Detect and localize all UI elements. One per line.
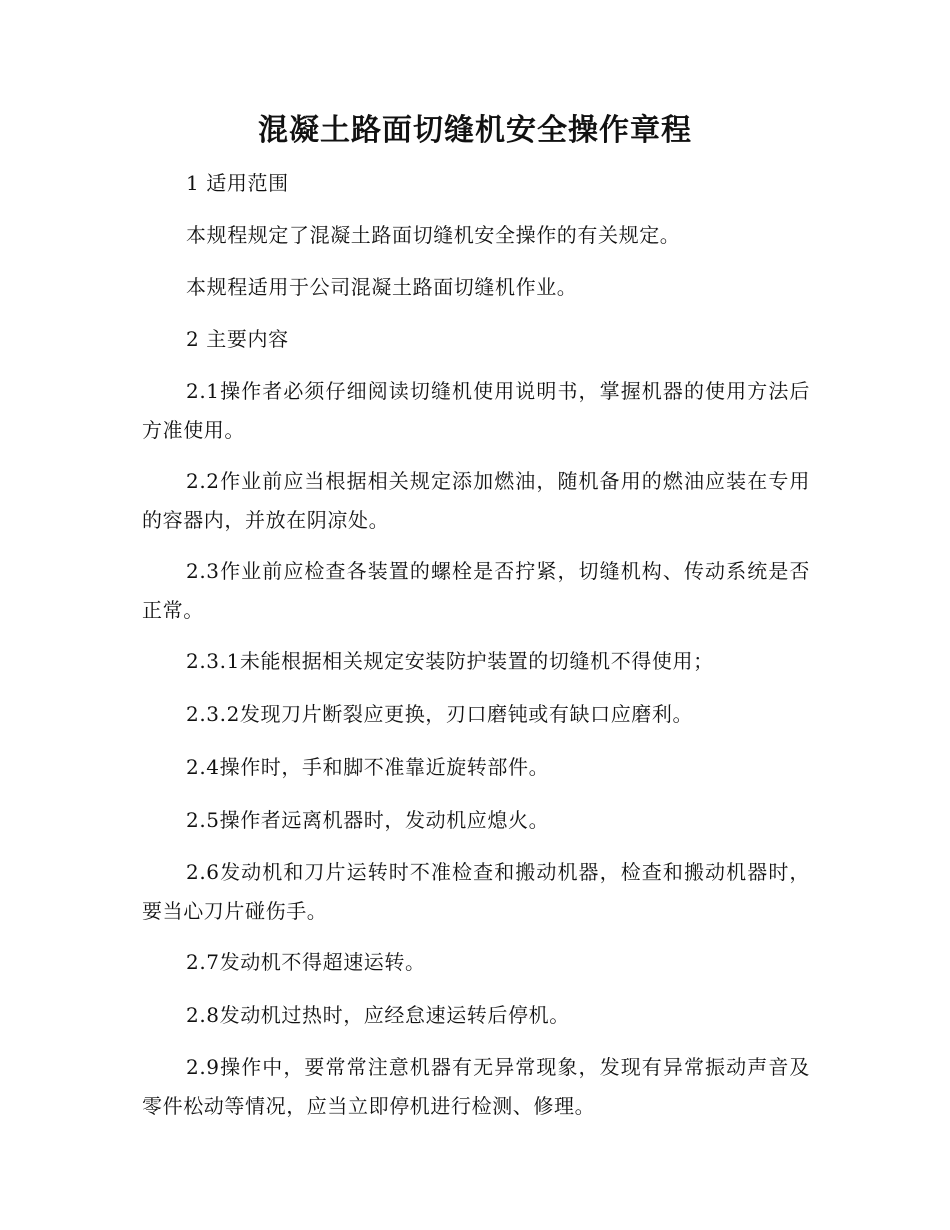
- paragraph: 本规程规定了混凝土路面切缝机安全操作的有关规定。: [186, 223, 681, 247]
- paragraph: 2.5操作者远离机器时，发动机应熄火。: [186, 808, 550, 832]
- section-heading-content: 2 主要内容: [186, 327, 289, 351]
- paragraph: 2.3作业前应检查各装置的螺栓是否拧紧，切缝机构、传动系统是否正常。: [142, 559, 810, 622]
- paragraph: 2.3.2发现刀片断裂应更换，刃口磨钝或有缺口应磨利。: [186, 702, 694, 726]
- paragraph: 2.6发动机和刀片运转时不准检查和搬动机器，检查和搬动机器时，要当心刀片碰伤手。: [142, 860, 810, 923]
- paragraph: 2.9操作中，要常常注意机器有无异常现象，发现有异常振动声音及零件松动等情况，应当立即停机进行检测、修理。: [142, 1055, 810, 1118]
- paragraph: 2.7发动机不得超速运转。: [186, 950, 426, 974]
- paragraph: 2.8发动机过热时，应经怠速运转后停机。: [186, 1003, 570, 1027]
- paragraph: 2.4操作时，手和脚不准靠近旋转部件。: [186, 755, 550, 779]
- paragraph: 2.1操作者必须仔细阅读切缝机使用说明书，掌握机器的使用方法后方准使用。: [142, 379, 810, 442]
- document-title: 混凝土路面切缝机安全操作章程: [258, 113, 692, 148]
- paragraph: 2.2作业前应当根据相关规定添加燃油，随机备用的燃油应装在专用的容器内，并放在阴凉处。: [142, 469, 810, 532]
- paragraph: 2.3.1未能根据相关规定安装防护装置的切缝机不得使用；: [186, 649, 714, 673]
- paragraph: 本规程适用于公司混凝土路面切缝机作业。: [186, 275, 578, 299]
- section-heading-scope: 1 适用范围: [186, 171, 289, 195]
